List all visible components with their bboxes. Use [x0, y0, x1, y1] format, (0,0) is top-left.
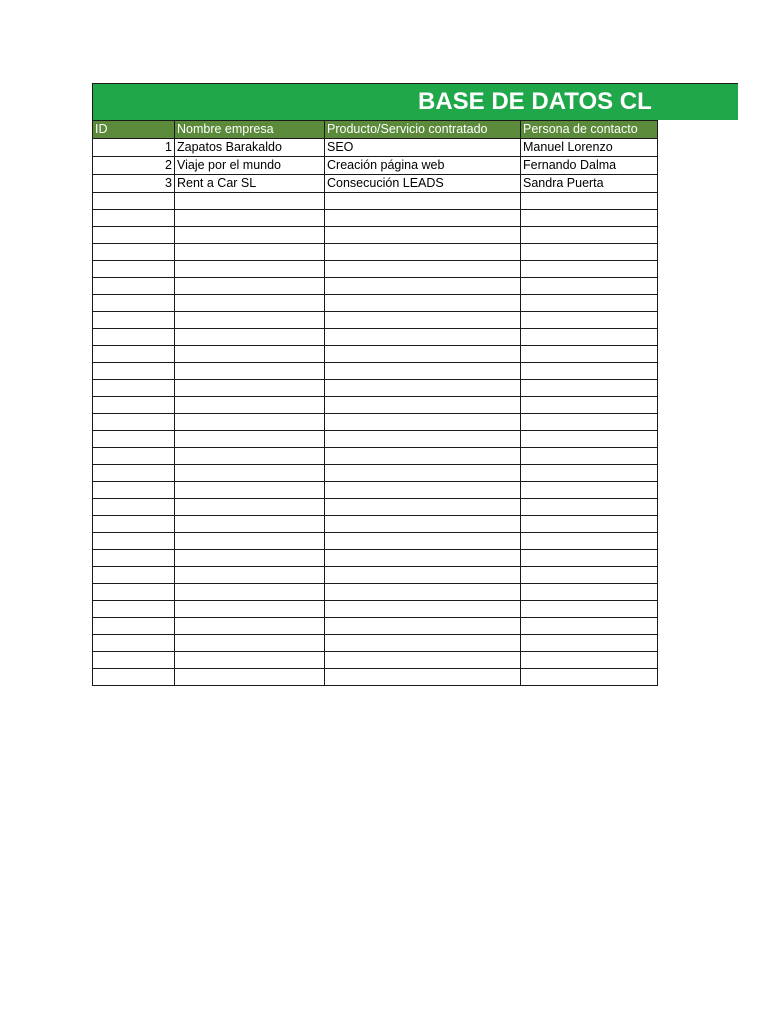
cell-product-empty[interactable] [325, 414, 521, 431]
column-header-company[interactable]: Nombre empresa [175, 121, 325, 139]
cell-id-empty[interactable] [93, 431, 175, 448]
cell-id-empty[interactable] [93, 652, 175, 669]
table-body [93, 139, 658, 686]
table-row [93, 175, 658, 193]
cell-product-empty[interactable] [325, 533, 521, 550]
cell-id-empty[interactable] [93, 295, 175, 312]
cell-contact[interactable]: Manuel Lorenzo [521, 139, 658, 157]
cell-id-empty[interactable] [93, 261, 175, 278]
table-row [93, 157, 658, 175]
cell-contact-empty[interactable] [521, 261, 658, 278]
cell-product[interactable]: Consecución LEADS [325, 175, 521, 193]
empty-row [93, 431, 658, 448]
empty-row [93, 244, 658, 261]
cell-id-empty[interactable] [93, 278, 175, 295]
cell-contact-empty[interactable] [521, 635, 658, 652]
empty-row [93, 329, 658, 346]
cell-product-empty[interactable] [325, 584, 521, 601]
empty-row [93, 227, 658, 244]
cell-company-empty[interactable] [175, 261, 325, 278]
empty-row [93, 669, 658, 686]
cell-contact-empty[interactable] [521, 329, 658, 346]
cell-company-empty[interactable] [175, 346, 325, 363]
cell-product-empty[interactable] [325, 346, 521, 363]
empty-row [93, 193, 658, 210]
cell-product-empty[interactable] [325, 516, 521, 533]
empty-row [93, 448, 658, 465]
cell-id-empty[interactable] [93, 414, 175, 431]
cell-contact-empty[interactable] [521, 499, 658, 516]
cell-company-empty[interactable] [175, 431, 325, 448]
empty-row [93, 652, 658, 669]
cell-id-empty[interactable] [93, 227, 175, 244]
header-row [93, 121, 658, 139]
cell-product-empty[interactable] [325, 635, 521, 652]
cell-company-empty[interactable] [175, 329, 325, 346]
cell-product[interactable]: SEO [325, 139, 521, 157]
empty-row [93, 312, 658, 329]
cell-id-empty[interactable] [93, 312, 175, 329]
cell-id-empty[interactable] [93, 397, 175, 414]
cell-company-empty[interactable] [175, 499, 325, 516]
cell-id[interactable]: 1 [93, 139, 175, 157]
cell-company-empty[interactable] [175, 669, 325, 686]
cell-product-empty[interactable] [325, 278, 521, 295]
cell-product-empty[interactable] [325, 567, 521, 584]
cell-contact-empty[interactable] [521, 669, 658, 686]
empty-row [93, 618, 658, 635]
empty-row [93, 567, 658, 584]
cell-company-empty[interactable] [175, 227, 325, 244]
cell-contact-empty[interactable] [521, 380, 658, 397]
cell-contact-empty[interactable] [521, 431, 658, 448]
cell-product-empty[interactable] [325, 329, 521, 346]
cell-contact[interactable]: Fernando Dalma [521, 157, 658, 175]
data-table [92, 120, 658, 686]
cell-product-empty[interactable] [325, 210, 521, 227]
empty-row [93, 635, 658, 652]
empty-row [93, 516, 658, 533]
empty-row [93, 550, 658, 567]
cell-contact-empty[interactable] [521, 465, 658, 482]
cell-id-empty[interactable] [93, 567, 175, 584]
cell-contact-empty[interactable] [521, 397, 658, 414]
cell-company-empty[interactable] [175, 448, 325, 465]
cell-id-empty[interactable] [93, 533, 175, 550]
column-header-product[interactable]: Producto/Servicio contratado [325, 121, 521, 139]
cell-id-empty[interactable] [93, 550, 175, 567]
cell-company[interactable]: Viaje por el mundo [175, 157, 325, 175]
cell-id-empty[interactable] [93, 618, 175, 635]
cell-company-empty[interactable] [175, 465, 325, 482]
cell-contact-empty[interactable] [521, 601, 658, 618]
column-header-contact[interactable]: Persona de contacto [521, 121, 658, 139]
column-header-id[interactable]: ID [93, 121, 175, 139]
cell-contact-empty[interactable] [521, 618, 658, 635]
empty-row [93, 380, 658, 397]
cell-contact-empty[interactable] [521, 567, 658, 584]
cell-id[interactable]: 2 [93, 157, 175, 175]
cell-id-empty[interactable] [93, 244, 175, 261]
cell-contact-empty[interactable] [521, 652, 658, 669]
cell-company-empty[interactable] [175, 618, 325, 635]
cell-product-empty[interactable] [325, 618, 521, 635]
cell-product-empty[interactable] [325, 482, 521, 499]
cell-company[interactable]: Rent a Car SL [175, 175, 325, 193]
cell-company-empty[interactable] [175, 601, 325, 618]
cell-contact-empty[interactable] [521, 244, 658, 261]
empty-row [93, 482, 658, 499]
cell-contact-empty[interactable] [521, 193, 658, 210]
cell-contact[interactable]: Sandra Puerta [521, 175, 658, 193]
empty-row [93, 261, 658, 278]
cell-product-empty[interactable] [325, 295, 521, 312]
cell-contact-empty[interactable] [521, 363, 658, 380]
cell-company-empty[interactable] [175, 210, 325, 227]
cell-product-empty[interactable] [325, 652, 521, 669]
cell-contact-empty[interactable] [521, 278, 658, 295]
cell-company-empty[interactable] [175, 567, 325, 584]
cell-contact-empty[interactable] [521, 584, 658, 601]
cell-company-empty[interactable] [175, 193, 325, 210]
cell-id-empty[interactable] [93, 380, 175, 397]
cell-product-empty[interactable] [325, 363, 521, 380]
empty-row [93, 414, 658, 431]
cell-contact-empty[interactable] [521, 210, 658, 227]
empty-row [93, 346, 658, 363]
cell-company-empty[interactable] [175, 312, 325, 329]
cell-id-empty[interactable] [93, 601, 175, 618]
cell-contact-empty[interactable] [521, 312, 658, 329]
cell-id-empty[interactable] [93, 210, 175, 227]
cell-product-empty[interactable] [325, 397, 521, 414]
cell-company-empty[interactable] [175, 380, 325, 397]
sheet-title: BASE DE DATOS CL [418, 88, 652, 115]
cell-company-empty[interactable] [175, 363, 325, 380]
cell-product-empty[interactable] [325, 550, 521, 567]
cell-company-empty[interactable] [175, 635, 325, 652]
cell-id-empty[interactable] [93, 482, 175, 499]
cell-id-empty[interactable] [93, 669, 175, 686]
cell-company-empty[interactable] [175, 584, 325, 601]
cell-contact-empty[interactable] [521, 227, 658, 244]
cell-product-empty[interactable] [325, 499, 521, 516]
cell-contact-empty[interactable] [521, 448, 658, 465]
cell-product-empty[interactable] [325, 448, 521, 465]
cell-id-empty[interactable] [93, 499, 175, 516]
cell-id-empty[interactable] [93, 516, 175, 533]
cell-company-empty[interactable] [175, 244, 325, 261]
cell-contact-empty[interactable] [521, 482, 658, 499]
cell-id-empty[interactable] [93, 584, 175, 601]
cell-id[interactable]: 3 [93, 175, 175, 193]
title-band [92, 83, 738, 120]
spreadsheet-sheet [92, 83, 738, 686]
cell-id-empty[interactable] [93, 346, 175, 363]
empty-row [93, 601, 658, 618]
cell-company-empty[interactable] [175, 652, 325, 669]
cell-company-empty[interactable] [175, 550, 325, 567]
cell-contact-empty[interactable] [521, 516, 658, 533]
cell-product[interactable]: Creación página web [325, 157, 521, 175]
empty-row [93, 210, 658, 227]
cell-product-empty[interactable] [325, 193, 521, 210]
cell-id-empty[interactable] [93, 465, 175, 482]
cell-product-empty[interactable] [325, 227, 521, 244]
cell-company-empty[interactable] [175, 278, 325, 295]
empty-row [93, 295, 658, 312]
cell-product-empty[interactable] [325, 431, 521, 448]
empty-row [93, 584, 658, 601]
empty-row [93, 533, 658, 550]
cell-company-empty[interactable] [175, 414, 325, 431]
cell-company-empty[interactable] [175, 482, 325, 499]
empty-row [93, 278, 658, 295]
cell-product-empty[interactable] [325, 669, 521, 686]
cell-contact-empty[interactable] [521, 346, 658, 363]
cell-id-empty[interactable] [93, 635, 175, 652]
cell-product-empty[interactable] [325, 601, 521, 618]
cell-product-empty[interactable] [325, 244, 521, 261]
table-row [93, 139, 658, 157]
empty-row [93, 363, 658, 380]
cell-contact-empty[interactable] [521, 550, 658, 567]
cell-id-empty[interactable] [93, 329, 175, 346]
cell-company-empty[interactable] [175, 397, 325, 414]
empty-row [93, 499, 658, 516]
cell-contact-empty[interactable] [521, 295, 658, 312]
cell-id-empty[interactable] [93, 363, 175, 380]
cell-company-empty[interactable] [175, 516, 325, 533]
cell-contact-empty[interactable] [521, 414, 658, 431]
cell-company[interactable]: Zapatos Barakaldo [175, 139, 325, 157]
cell-product-empty[interactable] [325, 380, 521, 397]
cell-product-empty[interactable] [325, 312, 521, 329]
cell-company-empty[interactable] [175, 533, 325, 550]
cell-id-empty[interactable] [93, 193, 175, 210]
empty-row [93, 465, 658, 482]
cell-product-empty[interactable] [325, 261, 521, 278]
cell-id-empty[interactable] [93, 448, 175, 465]
cell-contact-empty[interactable] [521, 533, 658, 550]
cell-product-empty[interactable] [325, 465, 521, 482]
empty-row [93, 397, 658, 414]
cell-company-empty[interactable] [175, 295, 325, 312]
